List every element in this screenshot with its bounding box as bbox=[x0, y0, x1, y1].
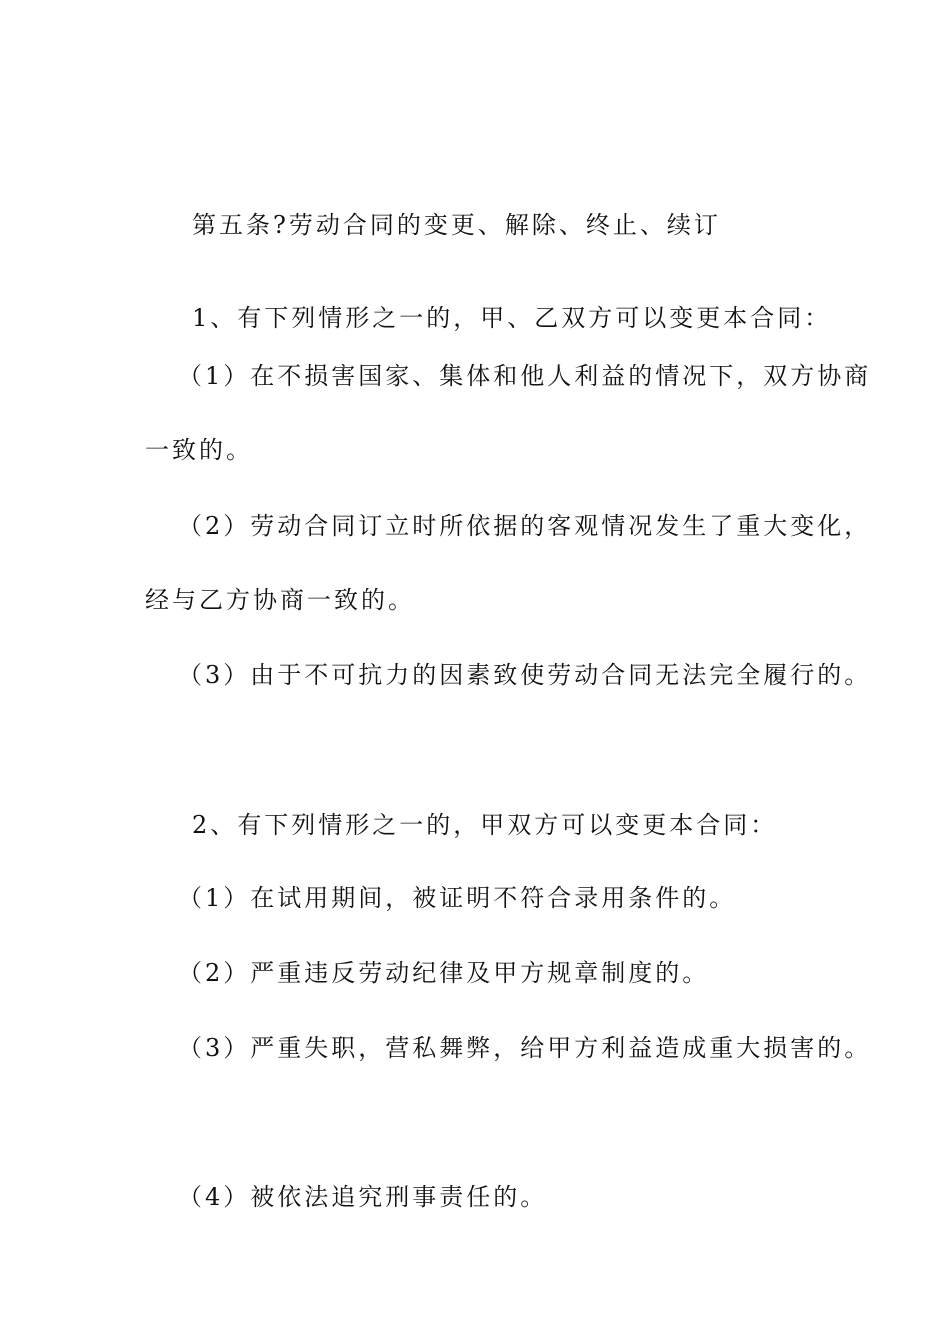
section-1-item-1-line-1: （1）在不损害国家、集体和他人利益的情况下，双方协商 bbox=[178, 362, 872, 390]
section-1-item-1-line-2: 一致的。 bbox=[145, 436, 253, 464]
section-1-item-2-line-1: （2）劳动合同订立时所依据的客观情况发生了重大变化， bbox=[178, 512, 872, 540]
section-1-intro: 1、有下列情形之一的，甲、乙双方可以变更本合同： bbox=[192, 304, 832, 332]
section-2-intro: 2、有下列情形之一的，甲双方可以变更本合同： bbox=[192, 811, 778, 839]
section-2-item-1: （1）在试用期间，被证明不符合录用条件的。 bbox=[178, 884, 737, 912]
section-1-item-3: （3）由于不可抗力的因素致使劳动合同无法完全履行的。 bbox=[178, 661, 872, 689]
section-2-item-2: （2）严重违反劳动纪律及甲方规章制度的。 bbox=[178, 959, 710, 987]
section-1-item-2-line-2: 经与乙方协商一致的。 bbox=[145, 586, 415, 614]
section-2-item-3: （3）严重失职，营私舞弊，给甲方利益造成重大损害的。 bbox=[178, 1034, 872, 1062]
section-2-item-4: （4）被依法追究刑事责任的。 bbox=[178, 1183, 548, 1211]
article-heading: 第五条?劳动合同的变更、解除、终止、续订 bbox=[192, 211, 721, 239]
